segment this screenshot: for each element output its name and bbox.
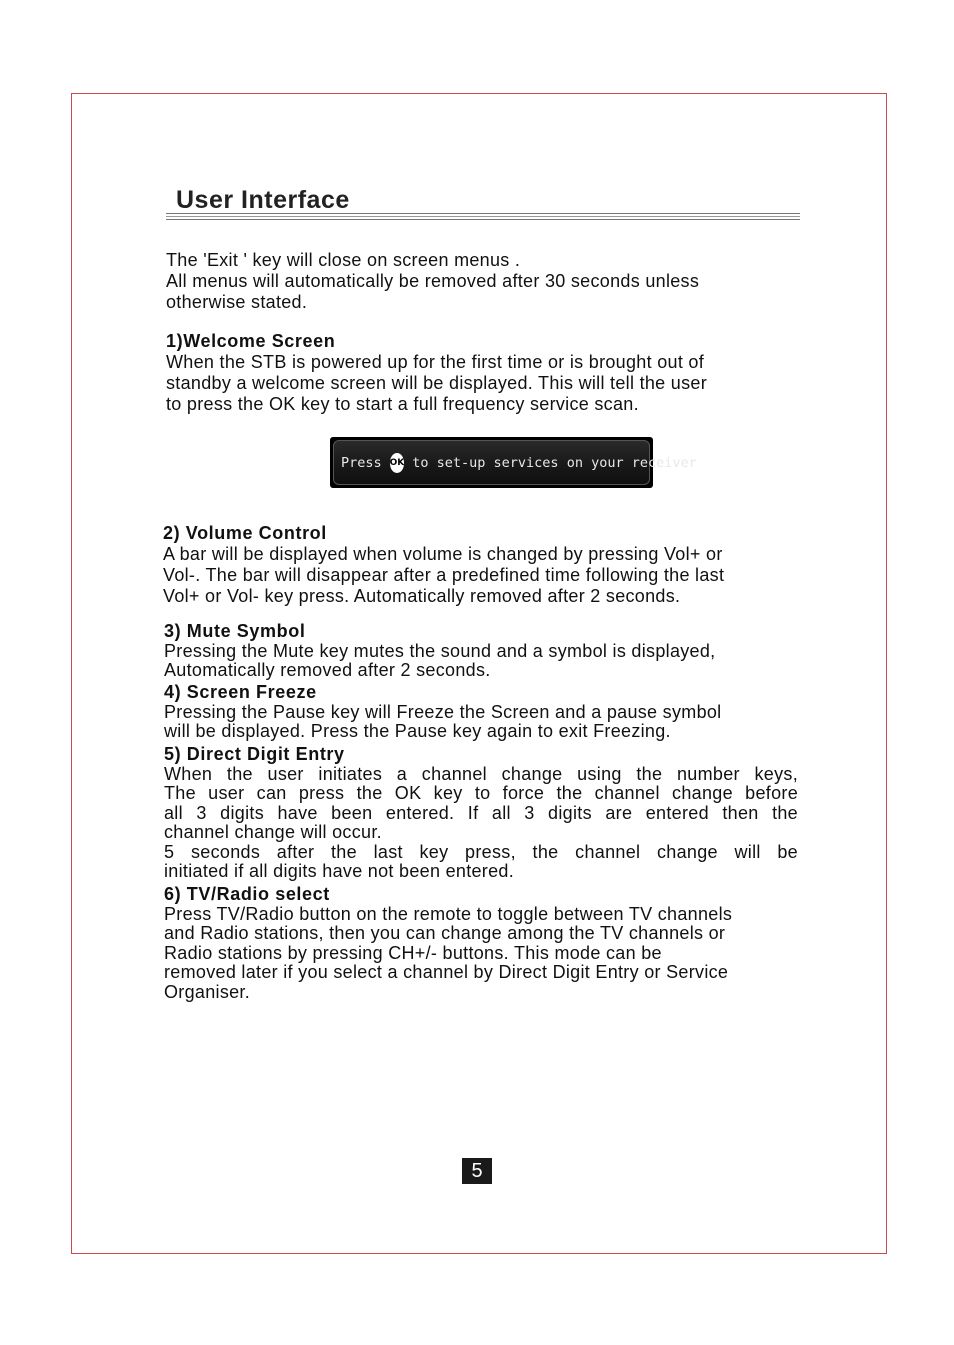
section-line: Pressing the Pause key will Freeze the Screen and a pause symbol [164,701,722,722]
intro-line: otherwise stated. [166,292,308,312]
section-line: and Radio stations, then you can change among the TV channels or [164,923,726,943]
section-line: 5 seconds after the last key press, the channel change will be [164,841,798,862]
section-line: will be displayed. Press the Pause key again to exit Freezing. [164,721,671,741]
intro-line: All menus will automatically be removed after 30 seconds unless [166,271,700,291]
section-line: Radio stations by pressing CH+/- buttons. This mode can be [164,942,662,963]
section-line: Vol-. The bar will disappear after a predefined time following the last [163,565,725,585]
section-mute [164,622,715,681]
page-number: 5 [462,1158,492,1184]
section-line: When the STB is powered up for the first time or is brought out of [166,352,705,372]
section-line: Automatically removed after 2 seconds. [164,660,491,680]
section-heading: 1)Welcome Screen [166,331,336,351]
section-tv-radio [164,885,732,1002]
ok-button-icon: OK [390,453,405,473]
welcome-osd-banner [330,437,697,488]
section-heading: 6) TV/Radio select [164,884,330,904]
title-underline [166,213,800,220]
section-line: When the user initiates a channel change using the number keys, [164,763,798,784]
section-volume [163,523,724,607]
section-heading: 3) Mute Symbol [164,621,306,641]
section-freeze [164,683,722,742]
section-line: Press TV/Radio button on the remote to toggle between TV channels [164,903,733,924]
section-line: standby a welcome screen will be displayed. This will tell the user [166,373,708,393]
section-welcome [166,331,707,415]
section-line: The user can press the OK key to force the channel change before [164,783,798,803]
section-line: to press the OK key to start a full frequency service scan. [166,394,639,414]
section-line: Vol+ or Vol- key press. Automatically removed after 2 seconds. [163,586,681,606]
section-line: removed later if you select a channel by Direct Digit Entry or Service [164,962,729,982]
intro-text [166,250,699,313]
intro-line: The 'Exit ' key will close on screen menus . [166,250,521,270]
osd-press-text: Press [341,454,382,471]
section-line: A bar will be displayed when volume is changed by pressing Vol+ or [163,544,723,564]
section-line: Organiser. [164,981,251,1002]
section-heading: 4) Screen Freeze [164,682,317,702]
section-line: channel change will occur. [164,822,382,842]
section-line: all 3 digits have been entered. If all 3 digits are entered then the [164,802,798,823]
page-title: User Interface [176,186,350,214]
section-line: Pressing the Mute key mutes the sound and a symbol is displayed, [164,640,716,661]
section-digit-entry [164,745,798,882]
section-line: initiated if all digits have not been entered. [164,861,515,881]
osd-message-text: to set-up services on your receiver [412,454,697,471]
section-heading: 2) Volume Control [163,523,327,543]
section-heading: 5) Direct Digit Entry [164,744,345,764]
